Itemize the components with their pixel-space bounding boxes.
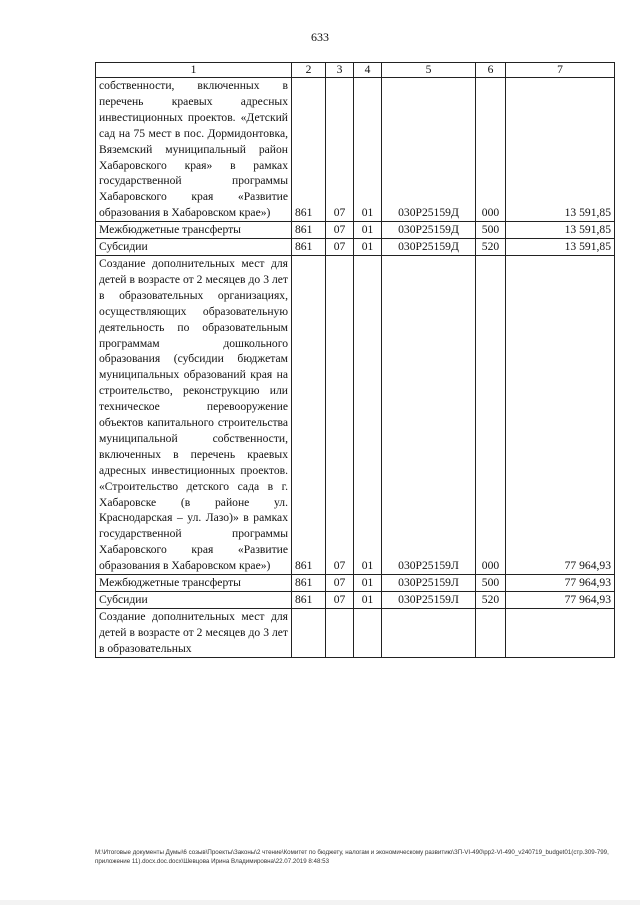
expense-type-code: 520 xyxy=(476,239,506,256)
expense-type-code: 000 xyxy=(476,255,506,574)
scan-edge xyxy=(0,900,640,905)
subsection-code: 01 xyxy=(354,222,382,239)
target-article-code: 030Р25159Д xyxy=(382,222,476,239)
row-description: Создание дополнительных мест для детей в возрасте от 2 месяцев до 3 лет в образовательных xyxy=(96,608,292,657)
expense-type-code: 520 xyxy=(476,592,506,609)
row-description: Субсидии xyxy=(96,592,292,609)
budget-table xyxy=(95,62,615,658)
table-row xyxy=(96,575,615,592)
ministry-code: 861 xyxy=(292,575,326,592)
section-code xyxy=(326,608,354,657)
file-path-footer: М:\Итоговые документы Думы\6 созыв\Проекты\Законы\2 чтение\Комитет по бюджету, налогам и экономическому развитию\ЗП-VI-490\pp2-VI-490_v240719_budget01(стр.309-799, приложение 11).docx.doc.docx\Шевцова Ирина Владимировна\22.07.2019 8:48:53 xyxy=(95,849,609,865)
target-article-code: 030Р25159Л xyxy=(382,592,476,609)
expense-type-code: 000 xyxy=(476,78,506,222)
ministry-code: 861 xyxy=(292,78,326,222)
row-description: Создание дополнительных мест для детей в возрасте от 2 месяцев до 3 лет в образовательных организациях, осуществляющих образовательную деятельность по образовательным программам дошкольного образования (субсидии бюджетам муниципальных образований края на строительство, реконструкцию или техническое перевооружение объектов капитального строительства муниципальной собственности, включенных в перечень краевых адресных инвестиционных проектов. «Строительство детского сада в г. Хабаровске (в районе ул. Краснодарская – ул. Лазо)» в рамках государственной программы Хабаровского края «Развитие образования в Хабаровском крае») xyxy=(96,255,292,574)
header-col-1: 1 xyxy=(96,63,292,78)
header-col-7: 7 xyxy=(506,63,615,78)
amount: 77 964,93 xyxy=(506,255,615,574)
amount: 13 591,85 xyxy=(506,239,615,256)
subsection-code: 01 xyxy=(354,575,382,592)
target-article-code xyxy=(382,608,476,657)
header-col-3: 3 xyxy=(326,63,354,78)
ministry-code xyxy=(292,608,326,657)
subsection-code: 01 xyxy=(354,255,382,574)
amount: 13 591,85 xyxy=(506,222,615,239)
table-row xyxy=(96,608,615,657)
amount xyxy=(506,608,615,657)
table-row xyxy=(96,239,615,256)
row-description: Межбюджетные трансферты xyxy=(96,575,292,592)
row-description: Межбюджетные трансферты xyxy=(96,222,292,239)
subsection-code: 01 xyxy=(354,592,382,609)
subsection-code: 01 xyxy=(354,239,382,256)
row-description: Субсидии xyxy=(96,239,292,256)
section-code: 07 xyxy=(326,575,354,592)
header-col-5: 5 xyxy=(382,63,476,78)
expense-type-code: 500 xyxy=(476,575,506,592)
table-row xyxy=(96,78,615,222)
header-col-4: 4 xyxy=(354,63,382,78)
section-code: 07 xyxy=(326,255,354,574)
table-row xyxy=(96,592,615,609)
table-header-row xyxy=(96,63,615,78)
section-code: 07 xyxy=(326,239,354,256)
table-row xyxy=(96,255,615,574)
section-code: 07 xyxy=(326,78,354,222)
subsection-code xyxy=(354,608,382,657)
header-col-6: 6 xyxy=(476,63,506,78)
expense-type-code: 500 xyxy=(476,222,506,239)
page-number: 633 xyxy=(311,30,329,44)
row-description: собственности, включенных в перечень краевых адресных инвестиционных проектов. «Детский сад на 75 мест в пос. Дормидонтовка, Вяземский муниципальный район Хабаровского края» в рамках государственной программы Хабаровского края «Развитие образования в Хабаровском крае») xyxy=(96,78,292,222)
section-code: 07 xyxy=(326,592,354,609)
expense-type-code xyxy=(476,608,506,657)
table-row xyxy=(96,222,615,239)
ministry-code: 861 xyxy=(292,592,326,609)
subsection-code: 01 xyxy=(354,78,382,222)
amount: 77 964,93 xyxy=(506,575,615,592)
target-article-code: 030Р25159Д xyxy=(382,78,476,222)
ministry-code: 861 xyxy=(292,239,326,256)
target-article-code: 030Р25159Л xyxy=(382,575,476,592)
amount: 13 591,85 xyxy=(506,78,615,222)
target-article-code: 030Р25159Д xyxy=(382,239,476,256)
section-code: 07 xyxy=(326,222,354,239)
ministry-code: 861 xyxy=(292,255,326,574)
target-article-code: 030Р25159Л xyxy=(382,255,476,574)
header-col-2: 2 xyxy=(292,63,326,78)
amount: 77 964,93 xyxy=(506,592,615,609)
ministry-code: 861 xyxy=(292,222,326,239)
